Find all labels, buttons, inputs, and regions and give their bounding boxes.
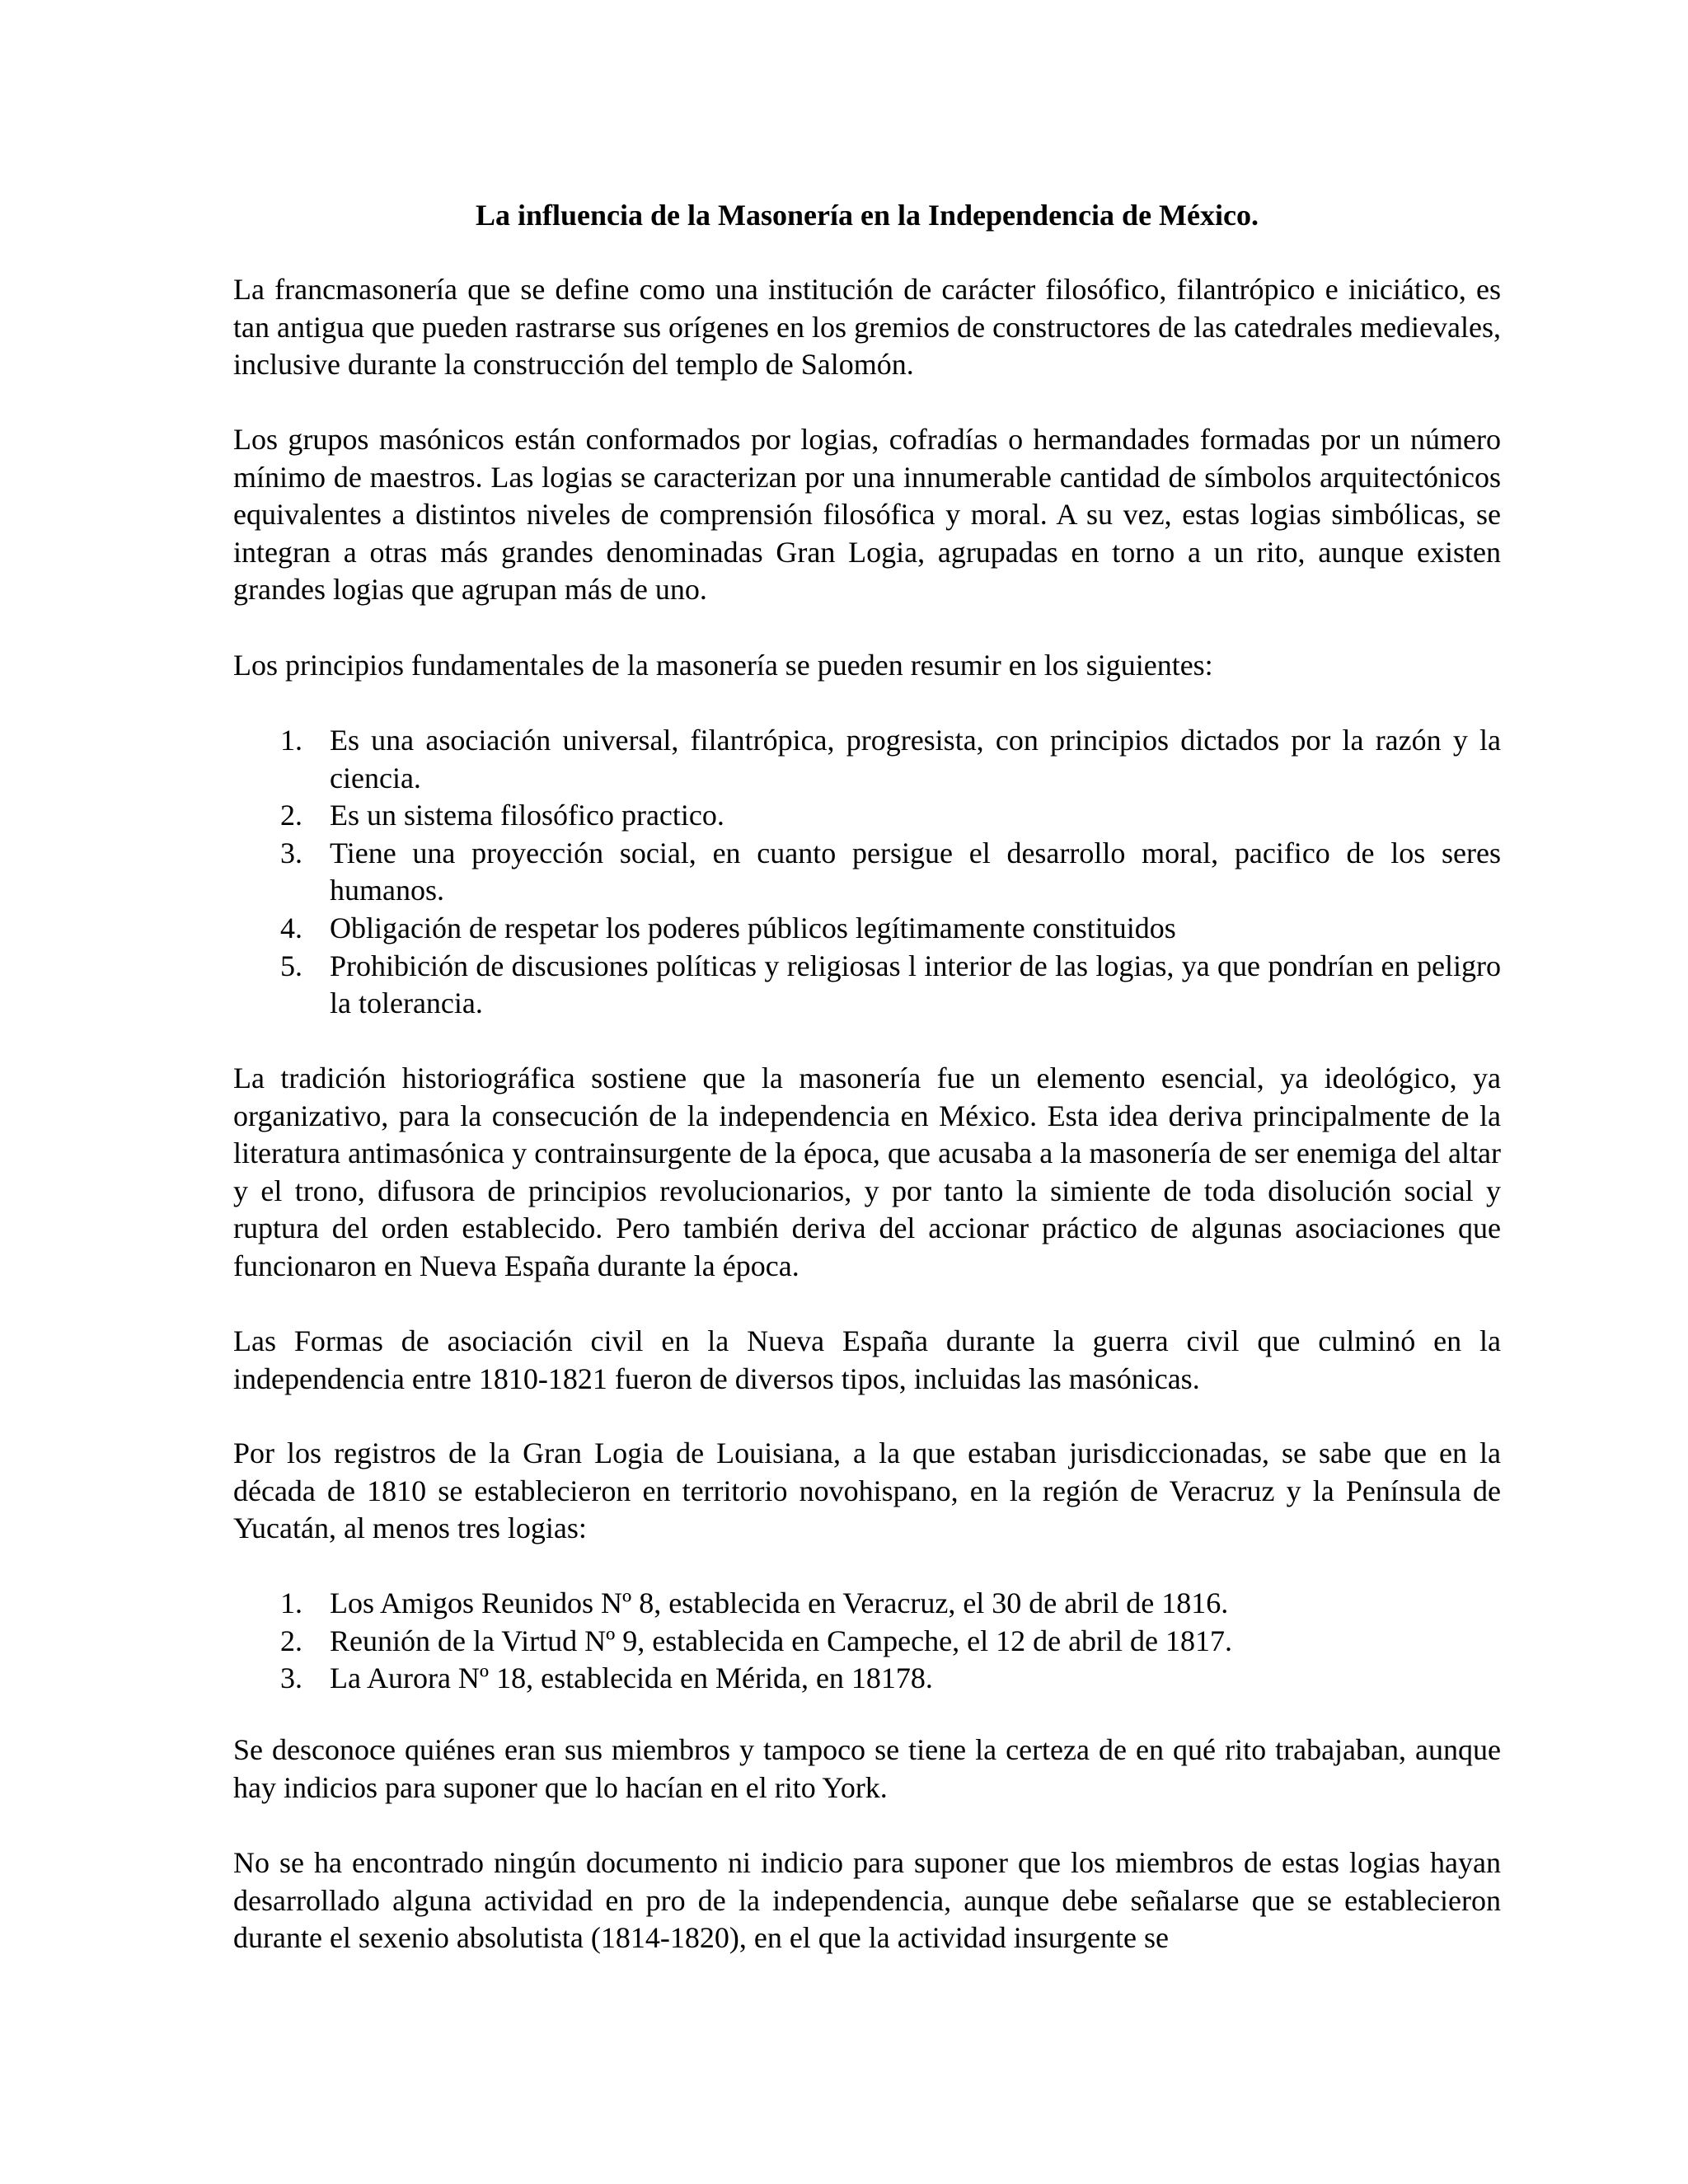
list-item-text: Es un sistema filosófico practico. xyxy=(330,799,724,832)
paragraph-definition: La francmasonería que se define como una institución de carácter filosófico, filantrópico e iniciático, es tan antigua que pueden rastrarse sus orígenes en los gremios de constructores de las catedrales medievales, inclusive durante la construcción del templo de Salomón. xyxy=(233,273,1501,382)
list-item xyxy=(233,1660,1501,1698)
list-item-number: 2. xyxy=(280,799,302,832)
list-item-number: 3. xyxy=(280,1661,302,1695)
list-item-text: Obligación de respetar los poderes públicos legítimamente constituidos xyxy=(330,911,1176,944)
list-item xyxy=(233,1623,1501,1661)
list-item-number: 1. xyxy=(280,724,302,757)
list-item-text: Los Amigos Reunidos Nº 8, establecida en Veracruz, el 30 de abril de 1816. xyxy=(330,1586,1229,1619)
list-item-number: 3. xyxy=(280,836,302,869)
list-item-text: La Aurora Nº 18, establecida en Mérida, en 18178. xyxy=(330,1661,933,1695)
list-item xyxy=(233,722,1501,797)
list-item xyxy=(233,910,1501,948)
paragraph-no-evidence: No se ha encontrado ningún documento ni indicio para suponer que los miembros de estas logias hayan desarrollado alguna actividad en pro de la independencia, aunque debe señalarse que se establecieron durante el sexenio absolutista (1814-1820), en el que la actividad insurgente se xyxy=(233,1846,1501,1955)
paragraph-civil-association: Las Formas de asociación civil en la Nueva España durante la guerra civil que culminó en la independencia entre 1810-1821 fueron de diversos tipos, incluidas las masónicas. xyxy=(233,1324,1501,1395)
principles-list xyxy=(233,722,1501,1023)
list-item-number: 2. xyxy=(280,1624,302,1657)
paragraph-principles-intro: Los principios fundamentales de la masonería se pueden resumir en los siguientes: xyxy=(233,649,1213,682)
list-item xyxy=(233,797,1501,835)
list-item-text: Prohibición de discusiones políticas y religiosas l interior de las logias, ya que pondrían en peligro la tolerancia. xyxy=(330,949,1501,1020)
list-item xyxy=(233,1585,1501,1623)
list-item-text: Es una asociación universal, filantrópica, progresista, con principios dictados por la razón y la ciencia. xyxy=(330,724,1501,794)
paragraph-louisiana-records: Por los registros de la Gran Logia de Louisiana, a la que estaban jurisdiccionadas, se sabe que en la década de 1810 se establecieron en territorio novohispano, en la región de Veracruz y la Península de Yucatán, al menos tres logias: xyxy=(233,1436,1501,1545)
lodges-list xyxy=(233,1585,1501,1698)
list-item-number: 1. xyxy=(280,1586,302,1619)
paragraph-masonic-groups: Los grupos masónicos están conformados por logias, cofradías o hermandades formadas por un número mínimo de maestros. Las logias se caracterizan por una innumerable cantidad de símbolos arquitectónicos equivalentes a distintos niveles de comprensión filosófica y moral. A su vez, estas logias simbólicas, se integran a otras más grandes denominadas Gran Logia, agrupadas en torno a un rito, aunque existen grandes logias que agrupan más de uno. xyxy=(233,423,1501,607)
list-item-number: 4. xyxy=(280,911,302,944)
list-item-text: Reunión de la Virtud Nº 9, establecida en Campeche, el 12 de abril de 1817. xyxy=(330,1624,1233,1657)
list-item-number: 5. xyxy=(280,949,302,982)
document-title: La influencia de la Masonería en la Independencia de México. xyxy=(476,199,1259,232)
paragraph-members-unknown: Se desconoce quiénes eran sus miembros y tampoco se tiene la certeza de en qué rito trabajaban, aunque hay indicios para suponer que lo hacían en el rito York. xyxy=(233,1733,1501,1804)
list-item xyxy=(233,948,1501,1023)
list-item xyxy=(233,835,1501,910)
paragraph-historiography: La tradición historiográfica sostiene que la masonería fue un elemento esencial, ya ideológico, ya organizativo, para la consecución de la independencia en México. Esta idea deriva principalmente de la literatura antimasónica y contrainsurgente de la época, que acusaba a la masonería de ser enemiga del altar y el trono, difusora de principios revolucionarios, y por tanto la simiente de toda disolución social y ruptura del orden establecido. Pero también deriva del accionar práctico de algunas asociaciones que funcionaron en Nueva España durante la época. xyxy=(233,1062,1501,1282)
list-item-text: Tiene una proyección social, en cuanto persigue el desarrollo moral, pacifico de los seres humanos. xyxy=(330,836,1501,907)
